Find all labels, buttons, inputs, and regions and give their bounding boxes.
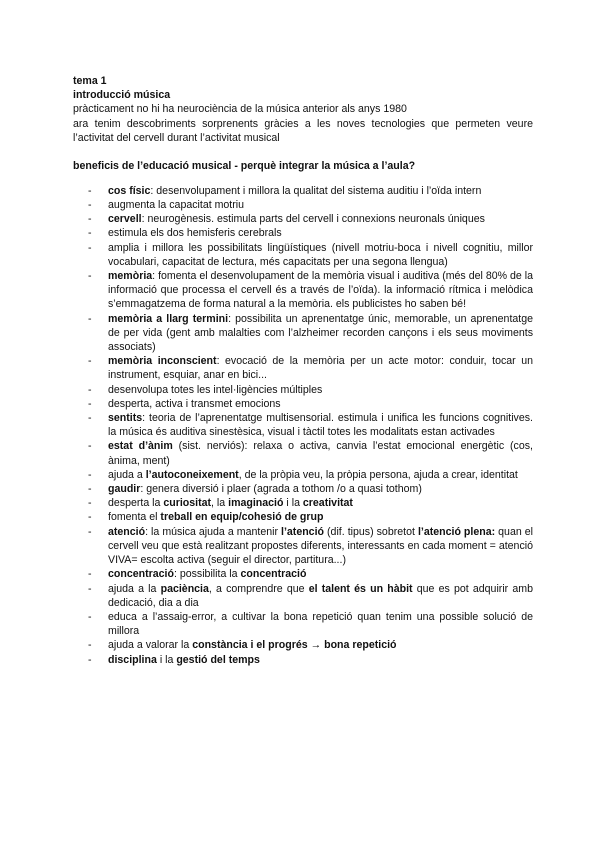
list-item — [73, 496, 533, 510]
list-item-text: desperta, activa i transmet emocions — [108, 397, 281, 410]
list-item — [73, 397, 533, 411]
list-item-bold-text: cervell — [108, 213, 142, 226]
list-item-text: : possibilita la — [173, 568, 241, 581]
list-item-text: : la música ajuda a mantenir — [145, 525, 282, 538]
list-item-text: : desenvolupament i millora la qualitat del sistema auditiu i l’oïda intern — [150, 184, 482, 197]
list-item-bold-text: gestió del temps — [176, 653, 260, 666]
list-item-bold-text: el talent és un hàbit — [308, 582, 413, 595]
list-item-bold-text: treball en equip/cohesió de grup — [160, 511, 324, 524]
list-item — [73, 582, 533, 610]
list-item — [73, 653, 533, 667]
list-item-bold-text: l’autoconeixement — [145, 468, 239, 481]
list-item — [73, 312, 533, 355]
list-item-text: (sist. nerviós): relaxa o activa, canvia l’estat emocional energètic (cos, ànima, ment) — [108, 440, 533, 467]
list-item-bold-text: memòria a llarg termini — [108, 312, 229, 325]
list-item — [73, 383, 533, 397]
list-item — [73, 510, 533, 524]
doc-subheading: introducció música — [73, 89, 171, 102]
list-item — [73, 638, 533, 652]
list-item-text: ajuda a la — [108, 582, 161, 595]
list-item-bold-text: cos físic — [108, 184, 151, 197]
list-item-text: : fomenta el desenvolupament de la memòria visual i auditiva (més del 80% de la informació que processa el cervell és a través de l’oïda). la informació rítmica i melòdica s’emmagatzema de forma natural a la memòria. els publicistes ho saben bé! — [108, 270, 533, 311]
list-item-text: fomenta el — [108, 511, 161, 524]
list-item-text: : evocació de la memòria per un acte motor: conduir, tocar un instrument, esquiar, anar en bici... — [108, 355, 533, 382]
list-item-bold-text: constància i el progrés → bona repetició — [192, 639, 397, 652]
list-item — [73, 439, 533, 467]
benefits-list — [73, 184, 533, 667]
doc-heading: tema 1 — [73, 75, 107, 87]
list-item-text: : teoria de l’aprenentatge multisensorial. estimula i unifica les funcions cognitives. la música és auditiva sinestèsica, visual i tàctil totes les modalitats estan activades — [108, 412, 533, 439]
list-item — [73, 354, 533, 382]
list-item-text: (dif. tipus) sobretot — [324, 525, 418, 538]
list-item — [73, 610, 533, 638]
list-item-text: i la — [156, 653, 177, 666]
list-item-text: desperta la — [108, 497, 164, 510]
list-item-text: amplia i millora les possibilitats lingüístiques (nivell motriu-boca i nivell cognitiu, millor vocabulari, capacitat de lectura, més capacitats per una segona llengua) — [108, 241, 533, 268]
list-item — [73, 468, 533, 482]
intro-line-2: ara tenim descobriments sorprenents gràcies a les noves tecnologies que permeten veure l’activitat del cervell durant l’activitat musical — [73, 117, 533, 144]
list-item-bold-text: concentració — [108, 568, 174, 581]
list-item — [73, 184, 533, 198]
list-item-bold-text: curiositat — [163, 497, 212, 510]
list-item — [73, 212, 533, 226]
list-item-bold-text: atenció — [108, 525, 146, 538]
list-item-text: educa a l’assaig-error, a cultivar la bona repetició quan tenim una possible solució de millora — [108, 610, 533, 638]
section-title: beneficis de l’educació musical - perquè integrar la música a l’aula? — [73, 160, 416, 173]
list-item-text: desenvolupa totes les intel·ligències múltiples — [108, 383, 323, 396]
list-item — [73, 411, 533, 439]
intro-line-1: pràcticament no hi ha neurociència de la música anterior als anys 1980 — [73, 103, 407, 116]
list-item-bold-text: l’atenció plena: — [417, 525, 496, 538]
list-item — [73, 567, 533, 581]
list-item-bold-text: disciplina — [108, 653, 157, 666]
list-item-bold-text: imaginació — [228, 497, 284, 510]
list-item-text: , de la pròpia veu, la pròpia persona, ajuda a crear, identitat — [238, 468, 518, 481]
list-item-bold-text: gaudir — [108, 483, 141, 496]
list-item-text: : genera diversió i plaer (agrada a tothom /o a quasi tothom) — [140, 483, 422, 496]
list-item-text: ajuda a — [108, 468, 146, 481]
list-item-bold-text: concentració — [240, 568, 307, 581]
list-item-text: ajuda a valorar la — [108, 639, 193, 652]
list-item-bold-text: memòria inconscient — [108, 355, 217, 368]
list-item-text: augmenta la capacitat motriu — [108, 199, 245, 212]
list-item-text: que es pot adquirir amb dedicació, dia a dia — [108, 582, 533, 609]
list-item — [73, 482, 533, 496]
list-item — [73, 198, 533, 212]
list-item-text: quan el cervell veu que està realitzant propostes diferents, interessants en cada moment = atenció VIVA= escolta activa (seguir el director, partitura...) — [108, 525, 533, 567]
list-item-bold-text: memòria — [108, 270, 153, 283]
list-item-bold-text: estat d’ànim — [108, 440, 173, 453]
list-item-bold-text: paciència — [160, 582, 209, 595]
list-item — [73, 226, 533, 240]
list-item-text: i la — [283, 497, 303, 510]
list-item-text: : neurogènesis. estimula parts del cervell i connexions neuronals úniques — [141, 213, 485, 226]
list-item-text: , a comprendre que — [208, 582, 309, 595]
list-item — [73, 525, 533, 568]
list-item-text: , la — [211, 497, 229, 510]
list-item-bold-text: sentits — [108, 412, 143, 425]
list-item-bold-text: l’atenció — [281, 525, 324, 538]
document-page — [73, 74, 533, 667]
list-item — [73, 241, 533, 269]
list-item — [73, 269, 533, 312]
list-item-text: estimula els dos hemisferis cerebrals — [108, 227, 282, 240]
list-item-bold-text: creativitat — [302, 497, 353, 510]
list-item-text: : possibilita un aprenentatge únic, memorable, un aprenentatge de per vida (gent amb malalties com l’alzheimer recorden cançons i els seus moviments associats) — [108, 312, 533, 354]
